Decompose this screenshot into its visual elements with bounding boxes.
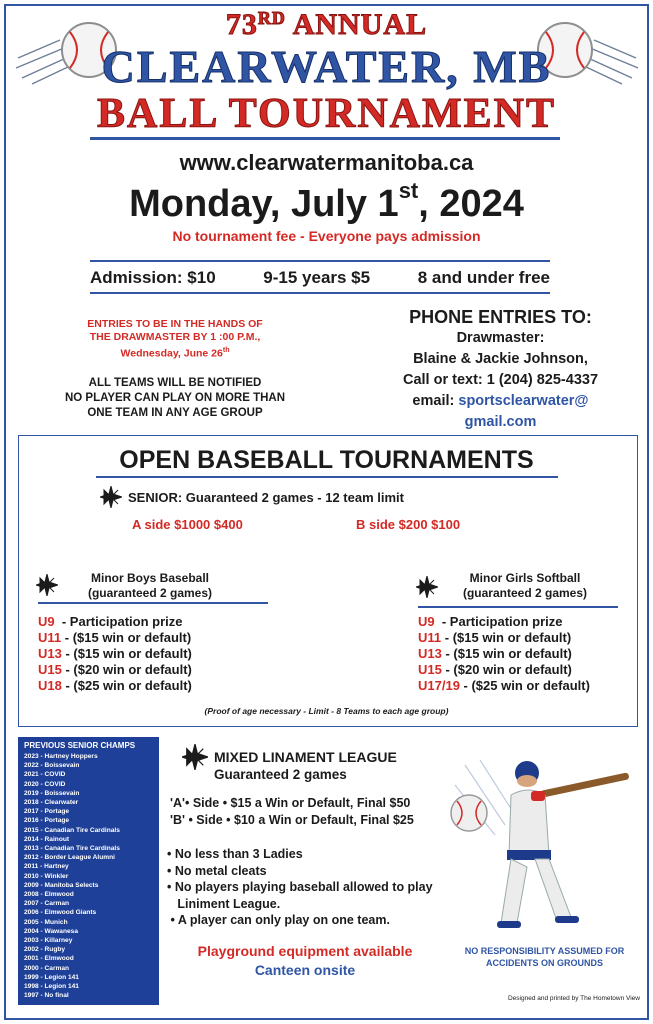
senior-a-side: A side $1000 $400 (132, 517, 243, 532)
champs-heading: PREVIOUS SENIOR CHAMPS (24, 741, 136, 750)
champ-row: 2022 - Boissevain (24, 762, 80, 770)
champ-row: 2015 - Canadian Tire Cardinals (24, 826, 120, 834)
phone-heading: PHONE ENTRIES TO: (409, 307, 592, 327)
boys-rule (38, 602, 268, 604)
girls-divisions (418, 614, 590, 694)
admission-youth: 9-15 years $5 (263, 268, 371, 287)
list-item: U17/19 - ($25 win or default) (418, 678, 590, 693)
list-item: U13 - ($15 win or default) (418, 646, 572, 661)
list-item: U18 - ($25 win or default) (38, 678, 192, 693)
previous-champs-panel (18, 737, 159, 1005)
champ-row: 2023 - Hartney Hoppers (24, 753, 98, 760)
notify-rules: ALL TEAMS WILL BE NOTIFIED NO PLAYER CAN PLAY ON MORE THAN ONE TEAM IN ANY AGE GROUP (64, 377, 286, 419)
proof-note: (Proof of age necessary - Limit - 8 Teams to each age group) (204, 706, 449, 716)
phone-number[interactable]: Call or text: 1 (204) 825-4337 (402, 372, 599, 388)
baseball-player-image (445, 755, 640, 935)
champ-row: 1998 - Legion 141 (24, 983, 79, 991)
champ-row: 2001 - Elmwood (24, 955, 74, 963)
playground-note: Playground equipment available (197, 943, 413, 959)
champ-row: 2006 - Elmwood Giants (24, 909, 97, 917)
champ-row: 2019 - Boissevain (24, 789, 80, 797)
champ-row: 2016 - Portage (24, 817, 70, 825)
champ-row: 2014 - Rainout (24, 835, 70, 843)
girls-heading: Minor Girls Softball (guaranteed 2 games) (462, 571, 588, 600)
email-link-domain[interactable]: gmail.com (464, 414, 537, 430)
admission-rule-top (90, 260, 550, 262)
list-item: U13 - ($15 win or default) (38, 646, 192, 661)
champ-row: 2005 - Munich (24, 918, 68, 926)
location-title: CLEARWATER, MB (101, 41, 552, 92)
fee-note: No tournament fee - Everyone pays admission (172, 228, 481, 244)
champ-row: 2021 - COVID (24, 771, 66, 779)
champ-row: 2000 - Carman (24, 964, 70, 972)
annual-title: 73RD ANNUAL (225, 8, 428, 41)
mixed-sides: 'A'• Side • $15 a Win or Default, Final $50 'B' • Side • $10 a Win or Default, Final $25 (170, 796, 414, 827)
entries-deadline: ENTRIES TO BE IN THE HANDS OF THE DRAWMASTER BY 1 :00 P.M., Wednesday, June 26th (87, 318, 263, 360)
list-item: U15 - ($20 win or default) (418, 662, 572, 677)
star-icon (100, 486, 122, 508)
champ-row: 2020 - COVID (24, 780, 66, 788)
admission-adult: Admission: $10 (90, 268, 216, 287)
senior-line: SENIOR: Guaranteed 2 games - 12 team limit (100, 486, 404, 508)
open-title: OPEN BASEBALL TOURNAMENTS (119, 446, 534, 474)
champ-row: 2017 - Portage (24, 808, 70, 816)
champ-row: 1997 - No final (24, 992, 69, 1000)
girls-rule (418, 606, 618, 608)
star-icon (416, 576, 438, 598)
admission-prices (90, 268, 550, 288)
mixed-league-heading: MIXED LINAMENT LEAGUE (182, 744, 397, 770)
champ-row: 2002 - Rugby (24, 946, 66, 954)
list-item: U11 - ($15 win or default) (38, 630, 192, 645)
email-link[interactable]: sportsclearwater@ (458, 393, 589, 409)
list-item: U9 - Participation prize (38, 614, 183, 629)
star-icon (182, 744, 208, 770)
admission-child: 8 and under free (417, 268, 550, 287)
mixed-guaranteed: Guaranteed 2 games (214, 767, 347, 782)
website-link[interactable]: www.clearwatermanitoba.ca (179, 150, 474, 175)
champ-row: 2012 - Border League Alumni (24, 854, 115, 862)
phone-entries: PHONE ENTRIES TO: Drawmaster: Blaine & Jackie Johnson, Call or text: 1 (204) 825-4337 email: sportsclearwater@ gmail.com (368, 306, 633, 433)
champ-row: 2007 - Carman (24, 900, 70, 908)
list-item: U11 - ($15 win or default) (418, 630, 572, 645)
champ-row: 2013 - Canadian Tire Cardinals (24, 845, 120, 853)
champ-row: 2010 - Winkler (24, 872, 69, 880)
boys-divisions (38, 614, 192, 694)
champ-row: 2008 - Elmwood (24, 891, 74, 899)
champ-row: 2011 - Hartney (24, 863, 69, 871)
open-title-rule (96, 476, 558, 478)
champ-row: 2009 - Manitoba Selects (24, 881, 99, 889)
champ-row: 2004 - Wawanesa (24, 927, 78, 935)
champ-row: 2018 - Clearwater (24, 799, 79, 807)
boys-heading: Minor Boys Baseball (guaranteed 2 games) (87, 571, 213, 600)
list-item: U9 - Participation prize (418, 614, 563, 629)
mixed-rules: • No less than 3 Ladies • No metal cleats • No players playing baseball allowed to play Liniment League. • A player can only play on one team. (167, 847, 433, 927)
champ-row: 2003 - Killarney (24, 937, 73, 945)
printer-credit: Designed and printed by The Hometown View (507, 995, 640, 1002)
canteen-note: Canteen onsite (254, 962, 356, 978)
responsibility-note: NO RESPONSIBILITY ASSUMED FOR ACCIDENTS ON GROUNDS (464, 946, 625, 968)
list-item: U15 - ($20 win or default) (38, 662, 192, 677)
event-title: BALL TOURNAMENT (96, 91, 557, 137)
senior-b-side: B side $200 $100 (356, 517, 461, 532)
event-date: Monday, July 1st, 2024 (129, 178, 524, 225)
title-rule (90, 137, 560, 140)
admission-rule-bottom (90, 292, 550, 294)
star-icon (36, 574, 58, 596)
champ-row: 1999 - Legion 141 (24, 973, 79, 981)
